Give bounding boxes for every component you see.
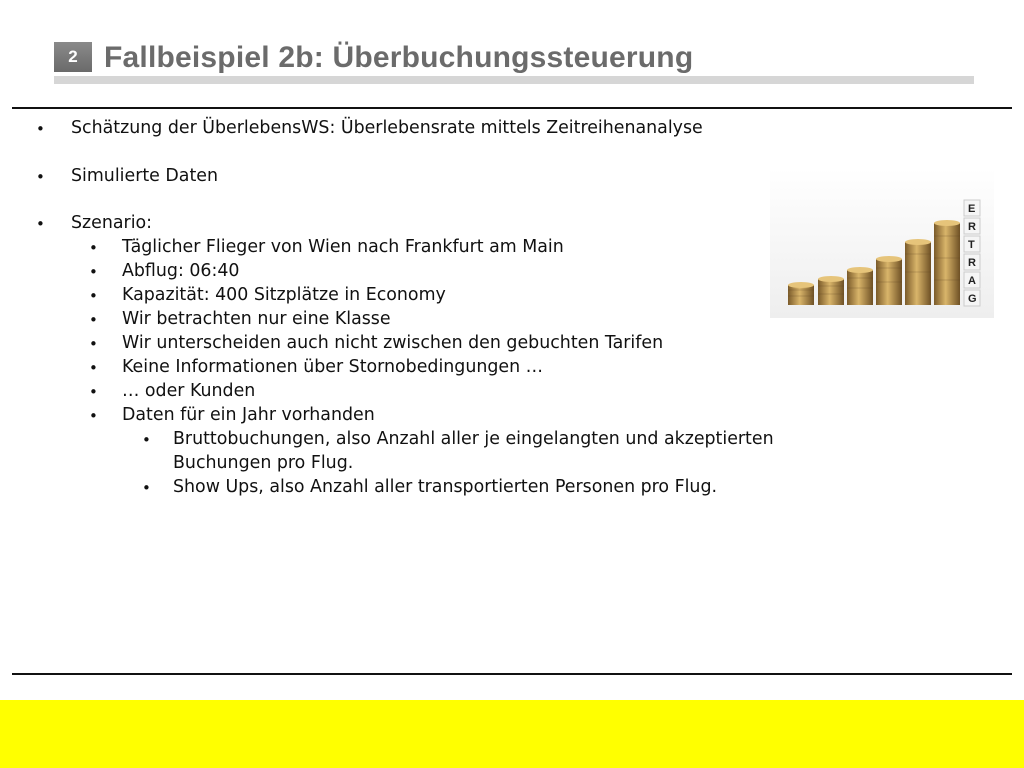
list-item: Kapazität: 400 Sitzplätze in Economy (122, 285, 446, 305)
tile-letter: A (968, 275, 976, 287)
bullet-marker: • (142, 479, 151, 497)
list-item: Wir unterscheiden auch nicht zwischen den gebuchten Tarifen (122, 333, 664, 353)
list-item-continuation: Buchungen pro Flug. (173, 453, 354, 473)
coin-stack-1 (788, 282, 814, 305)
bullet-marker: • (89, 407, 98, 425)
tile-letter: R (968, 221, 976, 233)
content-bottom-divider (12, 673, 1012, 675)
list-item: Szenario: (71, 213, 153, 233)
coin-stack-2 (818, 276, 844, 305)
list-item: Keine Informationen über Stornobedingungen … (122, 357, 544, 377)
bullet-marker: • (142, 431, 151, 449)
bullet-marker: • (36, 215, 45, 233)
tile-letter: G (968, 293, 977, 305)
list-item: … oder Kunden (122, 381, 256, 401)
tile-letter: R (968, 257, 976, 269)
bullet-marker: • (89, 239, 98, 257)
coin-stack-3 (847, 267, 873, 305)
bullet-marker: • (89, 287, 98, 305)
list-item: Show Ups, also Anzahl aller transportierten Personen pro Flug. (173, 477, 718, 497)
bullet-marker: • (89, 311, 98, 329)
tile-letter: T (968, 239, 975, 251)
list-item: Schätzung der ÜberlebensWS: Überlebensrate mittels Zeitreihenanalyse (71, 118, 703, 138)
content-top-divider (12, 107, 1012, 109)
coin-stacks-image (770, 168, 994, 318)
list-item: Bruttobuchungen, also Anzahl aller je eingelangten und akzeptierten (173, 429, 774, 449)
list-item: Simulierte Daten (71, 166, 218, 186)
coin-stacks-illustration (770, 168, 994, 318)
coin-stack-6 (934, 220, 960, 305)
title-underline (54, 76, 974, 84)
bullet-marker: • (36, 120, 45, 138)
list-item: Wir betrachten nur eine Klasse (122, 309, 391, 329)
coin-stack-4 (876, 256, 902, 305)
slide-number: 2 (68, 47, 78, 66)
bullet-marker: • (89, 263, 98, 281)
page-title: Fallbeispiel 2b: Überbuchungssteuerung (104, 41, 694, 74)
bullet-marker: • (89, 359, 98, 377)
bullet-marker: • (89, 335, 98, 353)
footer-band (0, 700, 1024, 768)
list-item: Daten für ein Jahr vorhanden (122, 405, 375, 425)
tile-letter: E (968, 203, 976, 215)
list-item: Täglicher Flieger von Wien nach Frankfurt am Main (122, 237, 564, 257)
slide-number-badge (54, 42, 92, 72)
list-item: Abflug: 06:40 (122, 261, 240, 281)
bullet-marker: • (89, 383, 98, 401)
bullet-marker: • (36, 168, 45, 186)
